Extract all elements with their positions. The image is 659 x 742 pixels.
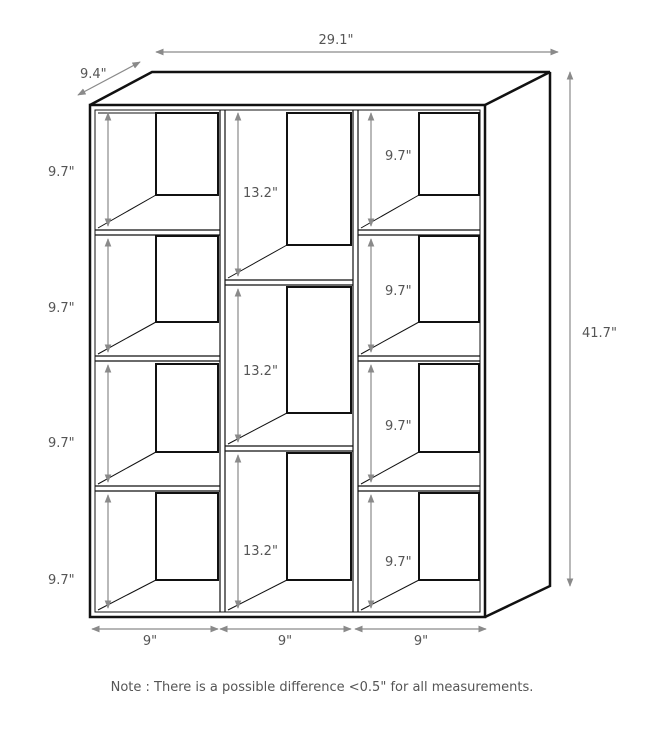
right-compartment-height-label: 9.7"	[385, 555, 412, 570]
column-dividers	[220, 110, 358, 612]
overall-dimension-arrows	[78, 52, 570, 586]
middle-compartment-height-label: 13.2"	[243, 544, 278, 559]
left-compartment-height-label: 9.7"	[48, 165, 75, 180]
right-compartment-height-label: 9.7"	[385, 149, 412, 164]
overall-width-label: 29.1"	[318, 33, 354, 48]
left-column-back-panels	[156, 113, 218, 580]
middle-column-back-panels	[287, 113, 351, 580]
right-compartment-height-label: 9.7"	[385, 419, 412, 434]
cabinet-outline	[90, 72, 550, 617]
left-compartment-height-label: 9.7"	[48, 436, 75, 451]
measurement-note: Note : There is a possible difference <0.5" for all measurements.	[110, 680, 534, 695]
overall-height-label: 41.7"	[582, 326, 617, 341]
left-compartment-height-label: 9.7"	[48, 573, 75, 588]
column-width-label: 9"	[142, 634, 158, 649]
right-column-back-panels	[419, 113, 479, 580]
middle-compartment-height-label: 13.2"	[243, 186, 278, 201]
overall-depth-label: 9.4"	[80, 67, 107, 82]
right-compartment-height-label: 9.7"	[385, 284, 412, 299]
column-width-label: 9"	[413, 634, 429, 649]
left-compartment-height-label: 9.7"	[48, 301, 75, 316]
middle-compartment-height-label: 13.2"	[243, 364, 278, 379]
column-width-label: 9"	[277, 634, 293, 649]
